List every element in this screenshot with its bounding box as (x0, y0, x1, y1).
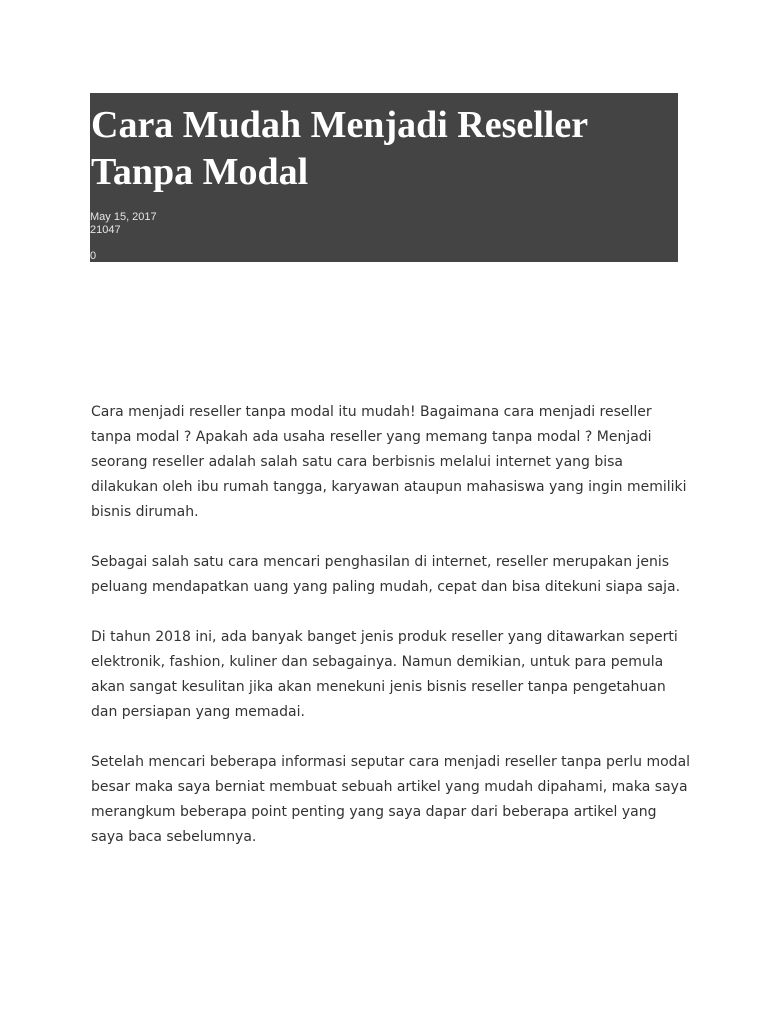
comment-count[interactable]: 0 (90, 250, 97, 262)
article-paragraph: Cara menjadi reseller tanpa modal itu mudah! Bagaimana cara menjadi reseller tanpa modal ? Apakah ada usaha reseller yang memang tanpa modal ? Menjadi seorang reseller adalah salah satu cara berbisnis melalui internet yang bisa dilakukan oleh ibu rumah tangga, karyawan ataupun mahasiswa yang ingin memiliki bisnis dirumah. (91, 404, 687, 520)
article-paragraph: Sebagai salah satu cara mencari penghasilan di internet, reseller merupakan jenis peluang mendapatkan uang yang paling mudah, cepat dan bisa ditekuni siapa saja. (91, 554, 681, 595)
article-title: Cara Mudah Menjadi Reseller Tanpa Modal (91, 104, 588, 193)
article-paragraph: Di tahun 2018 ini, ada banyak banget jenis produk reseller yang ditawarkan seperti elektronik, fashion, kuliner dan sebagainya. Namun demikian, untuk para pemula akan sangat kesulitan jika akan menekuni jenis bisnis reseller tanpa pengetahuan dan persiapan yang memadai. (91, 629, 678, 720)
publish-date: May 15, 2017 (90, 211, 157, 223)
article-paragraph: Setelah mencari beberapa informasi seputar cara menjadi reseller tanpa perlu modal besar maka saya berniat membuat sebuah artikel yang mudah dipahami, maka saya merangkum beberapa point penting yang saya dapar dari beberapa artikel yang saya baca sebelumnya. (91, 754, 691, 845)
view-count: 21047 (90, 224, 121, 236)
article-header (90, 93, 678, 262)
article-body (91, 400, 691, 875)
